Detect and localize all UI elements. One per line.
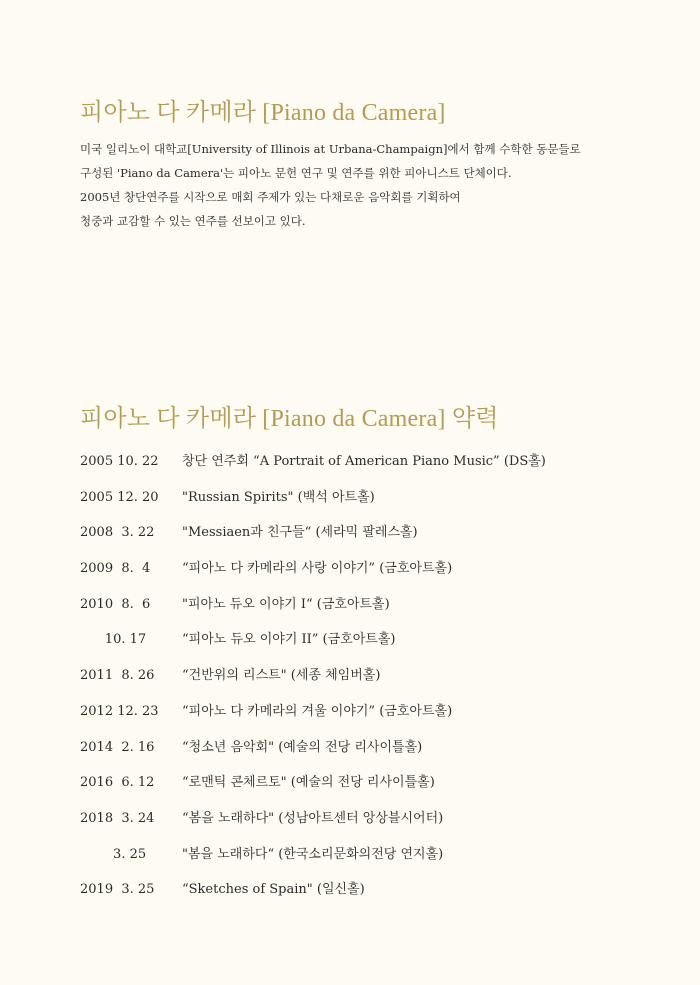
history-date: 2010 8. 6: [80, 596, 151, 612]
history-date: 3. 25: [80, 846, 147, 862]
about-line: 미국 일리노이 대학교[University of Illinois at Urbana-Champaign]에서 함께 수학한 동문들로: [80, 142, 581, 156]
history-entry: [80, 446, 660, 482]
history-entry: [80, 732, 660, 768]
history-event: "Russian Spirits" (백석 아트홀): [182, 489, 375, 505]
history-date: 2016 6. 12: [80, 775, 155, 791]
history-entry: [80, 517, 660, 553]
history-event: “건반위의 리스트" (세종 체임버홀): [182, 668, 381, 684]
history-entry: [80, 482, 660, 518]
history-event: “봄을 노래하다" (성남아트센터 앙상블시어터): [182, 810, 444, 826]
history-entry: [80, 767, 660, 803]
history-event: “피아노 듀오 이야기 II” (금호아트홀): [182, 632, 396, 648]
history-event: “Sketches of Spain" (일신홀): [182, 882, 365, 898]
history-date: 2005 12. 20: [80, 489, 159, 505]
history-event: 창단 연주회 “A Portrait of American Piano Music” (DS홀): [182, 454, 546, 469]
history-date: 2018 3. 24: [80, 810, 155, 826]
history-date: 2012 12. 23: [80, 703, 159, 719]
history-event: “피아노 다 카메라의 겨울 이야기” (금호아트홀): [182, 703, 453, 719]
history-event: “피아노 다 카메라의 사랑 이야기” (금호아트홀): [182, 561, 453, 577]
history-date: 2005 10. 22: [80, 454, 159, 469]
about-line: 청중과 교감할 수 있는 연주를 선보이고 있다.: [80, 214, 306, 228]
history-entry: [80, 696, 660, 732]
history-date: 2011 8. 26: [80, 668, 155, 684]
about-paragraph: [80, 137, 640, 233]
history-entry: [80, 553, 660, 589]
history-event: "피아노 듀오 이야기 I“ (금호아트홀): [182, 596, 390, 612]
history-event: "봄을 노래하다“ (한국소리문화의전당 연지홀): [182, 846, 444, 862]
history-date: 2008 3. 22: [80, 525, 155, 541]
history-date: 10. 17: [80, 632, 147, 648]
history-heading: 피아노 다 카메라 [Piano da Camera] 약력: [80, 406, 499, 432]
history-date: 2014 2. 16: [80, 739, 155, 755]
history-list: [80, 446, 660, 910]
history-event: "Messiaen과 친구들“ (세라믹 팔레스홀): [182, 525, 418, 541]
history-date: 2019 3. 25: [80, 882, 155, 898]
history-entry: [80, 803, 660, 839]
history-entry: [80, 874, 660, 910]
history-entry: [80, 624, 660, 660]
about-line: 구성된 'Piano da Camera'는 피아노 문헌 연구 및 연주를 위한 피아니스트 단체이다.: [80, 166, 512, 180]
history-date: 2009 8. 4: [80, 561, 151, 577]
history-entry: [80, 660, 660, 696]
history-entry: [80, 839, 660, 875]
history-entry: [80, 589, 660, 625]
history-event: “청소년 음악회" (예술의 전당 리사이틀홀): [182, 739, 423, 755]
about-heading: 피아노 다 카메라 [Piano da Camera]: [80, 100, 446, 126]
about-line: 2005년 창단연주를 시작으로 매회 주제가 있는 다채로운 음악회를 기획하여: [80, 190, 461, 204]
history-event: “로맨틱 콘체르토" (예술의 전당 리사이틀홀): [182, 775, 435, 791]
